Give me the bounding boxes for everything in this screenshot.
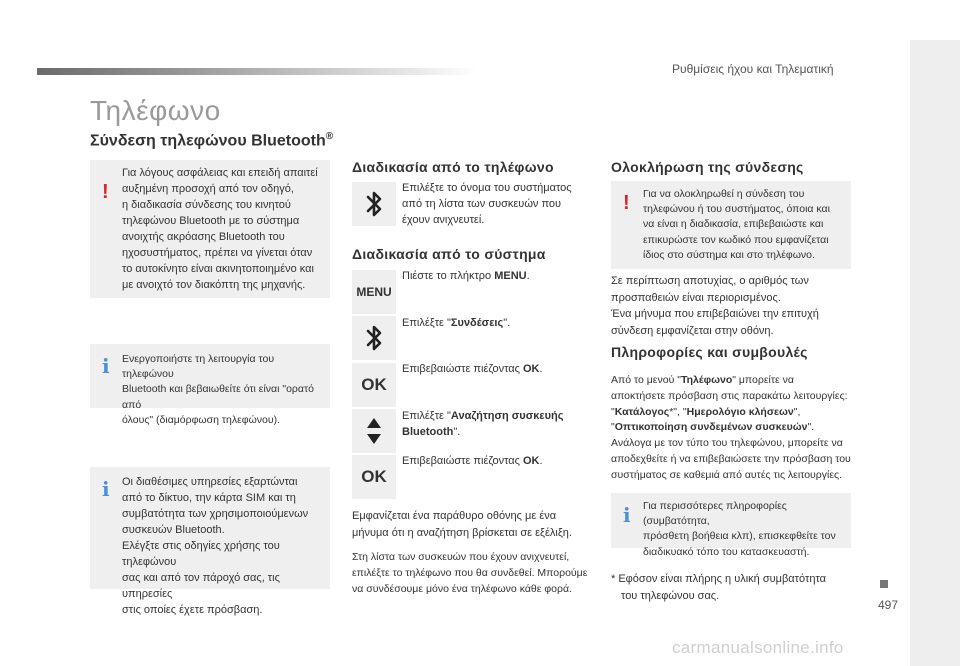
warning-line: ηχοσυστήματος, πρέπει να γίνεται όταν bbox=[122, 246, 313, 259]
running-header: Ρυθμίσεις ήχου και Τηλεματική bbox=[672, 62, 834, 76]
ok-key-icon: OK bbox=[352, 363, 396, 407]
phone-step-text: Επιλέξτε το όνομα του συστήματος από τη λίστα των συσκευών που έχουν ανιχνευτεί. bbox=[402, 182, 572, 226]
menu-key-icon: MENU bbox=[352, 270, 396, 314]
watermark: carmanualsonline.info bbox=[672, 638, 844, 657]
header-bar bbox=[37, 68, 477, 75]
info-box-services bbox=[90, 467, 330, 616]
step-confirm-ok: Επιβεβαιώστε πιέζοντας OK. bbox=[402, 455, 543, 467]
warning-line: Για λόγους ασφάλειας και επειδή απαιτεί bbox=[122, 167, 318, 179]
warning-line: με ανοιχτό τον διακόπτη της μηχανής. bbox=[122, 278, 306, 291]
info-line: σας και από τον πάροχό σας, τις υπηρεσίες bbox=[122, 571, 280, 600]
warning-line: τηλεφώνου Bluetooth με το σύστημα bbox=[122, 214, 300, 227]
side-strip bbox=[910, 40, 960, 666]
section-title: Σύνδεση τηλεφώνου Bluetooth® bbox=[90, 131, 334, 150]
warning-line: η διαδικασία σύνδεσης του κινητού bbox=[122, 198, 291, 211]
info-line: Οι διαθέσιμες υπηρεσίες εξαρτώνται bbox=[122, 476, 298, 488]
step-press-menu: Πιέστε το πλήκτρο MENU. bbox=[402, 270, 530, 282]
confirm-code-warning-box: ! Για να ολοκληρωθεί η σύνδεση του τηλεφώνου ή του συστήματος, όποια και να είναι η διαδικασία, επιβεβαιώστε και επικυρώστε τον κωδικό που εμφανίζεται ίδιος στο σύστημα και στο τηλέφωνο. bbox=[611, 181, 851, 269]
info-icon: i bbox=[623, 503, 631, 527]
warning-line: αυξημένη προσοχή από τον οδηγό, bbox=[122, 182, 294, 195]
info-line: στις οποίες έχετε πρόσβαση. bbox=[122, 603, 263, 616]
warning-line: ανοιχτής ακρόασης Bluetooth του bbox=[122, 230, 285, 243]
warning-icon: ! bbox=[102, 181, 109, 203]
step-search-bluetooth: Επιλέξτε "Αναζήτηση συσκευής Bluetooth". bbox=[402, 410, 564, 438]
complete-connection-title: Ολοκλήρωση της σύνδεσης bbox=[611, 159, 804, 175]
ok-key-icon: OK bbox=[352, 455, 396, 499]
bluetooth-icon bbox=[352, 316, 396, 360]
page-marker bbox=[880, 580, 888, 588]
info-line: Ενεργοποιήστε τη λειτουργία του τηλεφώνου bbox=[122, 353, 275, 381]
page-number: 497 bbox=[878, 598, 899, 612]
phone-procedure-title: Διαδικασία από το τηλέφωνο bbox=[352, 159, 554, 175]
bluetooth-icon bbox=[352, 182, 396, 226]
up-down-arrows-icon bbox=[352, 409, 396, 453]
safety-warning-box bbox=[90, 160, 330, 298]
step-confirm-ok: Επιβεβαιώστε πιέζοντας OK. bbox=[402, 363, 543, 375]
info-line: όλους" (διαμόρφωση τηλεφώνου). bbox=[122, 413, 281, 426]
manufacturer-info-box: i Για περισσότερες πληροφορίες (συμβατότητα, πρόσθετη βοήθεια κλπ), επισκεφθείτε τον διαδικυακό τόπο του κατασκευαστή. bbox=[611, 493, 851, 548]
phone-menu-text: Από το μενού "Τηλέφωνο" μπορείτε να αποκτήσετε πρόσβαση στις παρακάτω λειτουργίες: "Κατάλογος*", "Ημερολόγιο κλήσεων", "Οπτικοποίηση συνδεμένων συσκευών". Ανάλογα με τον τύπο του τηλεφώνου, μπορείτε να αποδεχθείτε ή να επιβεβαιώσετε την πρόσβαση του συστήματος σε καθεμιά από αυτές τις λειτουργίες. bbox=[611, 374, 851, 481]
info-line: συσκευών Bluetooth. bbox=[122, 523, 225, 536]
info-line: από το δίκτυο, την κάρτα SIM και τη bbox=[122, 491, 296, 504]
info-icon: i bbox=[102, 477, 110, 501]
info-box-visibility bbox=[90, 344, 330, 426]
info-line: συμβατότητα των χρησιμοποιούμενων bbox=[122, 507, 309, 520]
system-procedure-title: Διαδικασία από το σύστημα bbox=[352, 246, 546, 262]
info-icon: i bbox=[102, 354, 110, 378]
info-line: Bluetooth και βεβαιωθείτε ότι είναι "ορατό από bbox=[122, 383, 314, 411]
search-progress-text: Εμφανίζεται ένα παράθυρο οθόνης με ένα μήνυμα ότι η αναζήτηση βρίσκεται σε εξέλιξη. bbox=[352, 510, 572, 539]
footnote: * Εφόσον είναι πλήρης η υλική συμβατότητα του τηλεφώνου σας. bbox=[611, 573, 826, 602]
step-select-connections: Επιλέξτε "Συνδέσεις". bbox=[402, 317, 511, 329]
device-list-text: Στη λίστα των συσκευών που έχουν ανιχνευτεί, επιλέξτε το τηλέφωνο που θα συνδεθεί. Μπορούμε να συνδέσουμε μόνο ένα τηλέφωνο κάθε φορά. bbox=[352, 551, 588, 595]
warning-icon: ! bbox=[623, 192, 630, 214]
info-line: Ελέγξτε στις οδηγίες χρήσης του τηλεφώνου bbox=[122, 539, 280, 568]
info-tips-title: Πληροφορίες και συμβουλές bbox=[611, 344, 808, 360]
failure-text: Σε περίπτωση αποτυχίας, ο αριθμός των προσπαθειών είναι περιορισμένος. Ένα μήνυμα που επιβεβαιώνει την επιτυχή σύνδεση εμφανίζεται στην οθόνη. bbox=[611, 275, 819, 337]
page-title: Τηλέφωνο bbox=[90, 95, 221, 126]
warning-line: το αυτοκίνητο είναι ακινητοποιημένο και bbox=[122, 262, 314, 275]
